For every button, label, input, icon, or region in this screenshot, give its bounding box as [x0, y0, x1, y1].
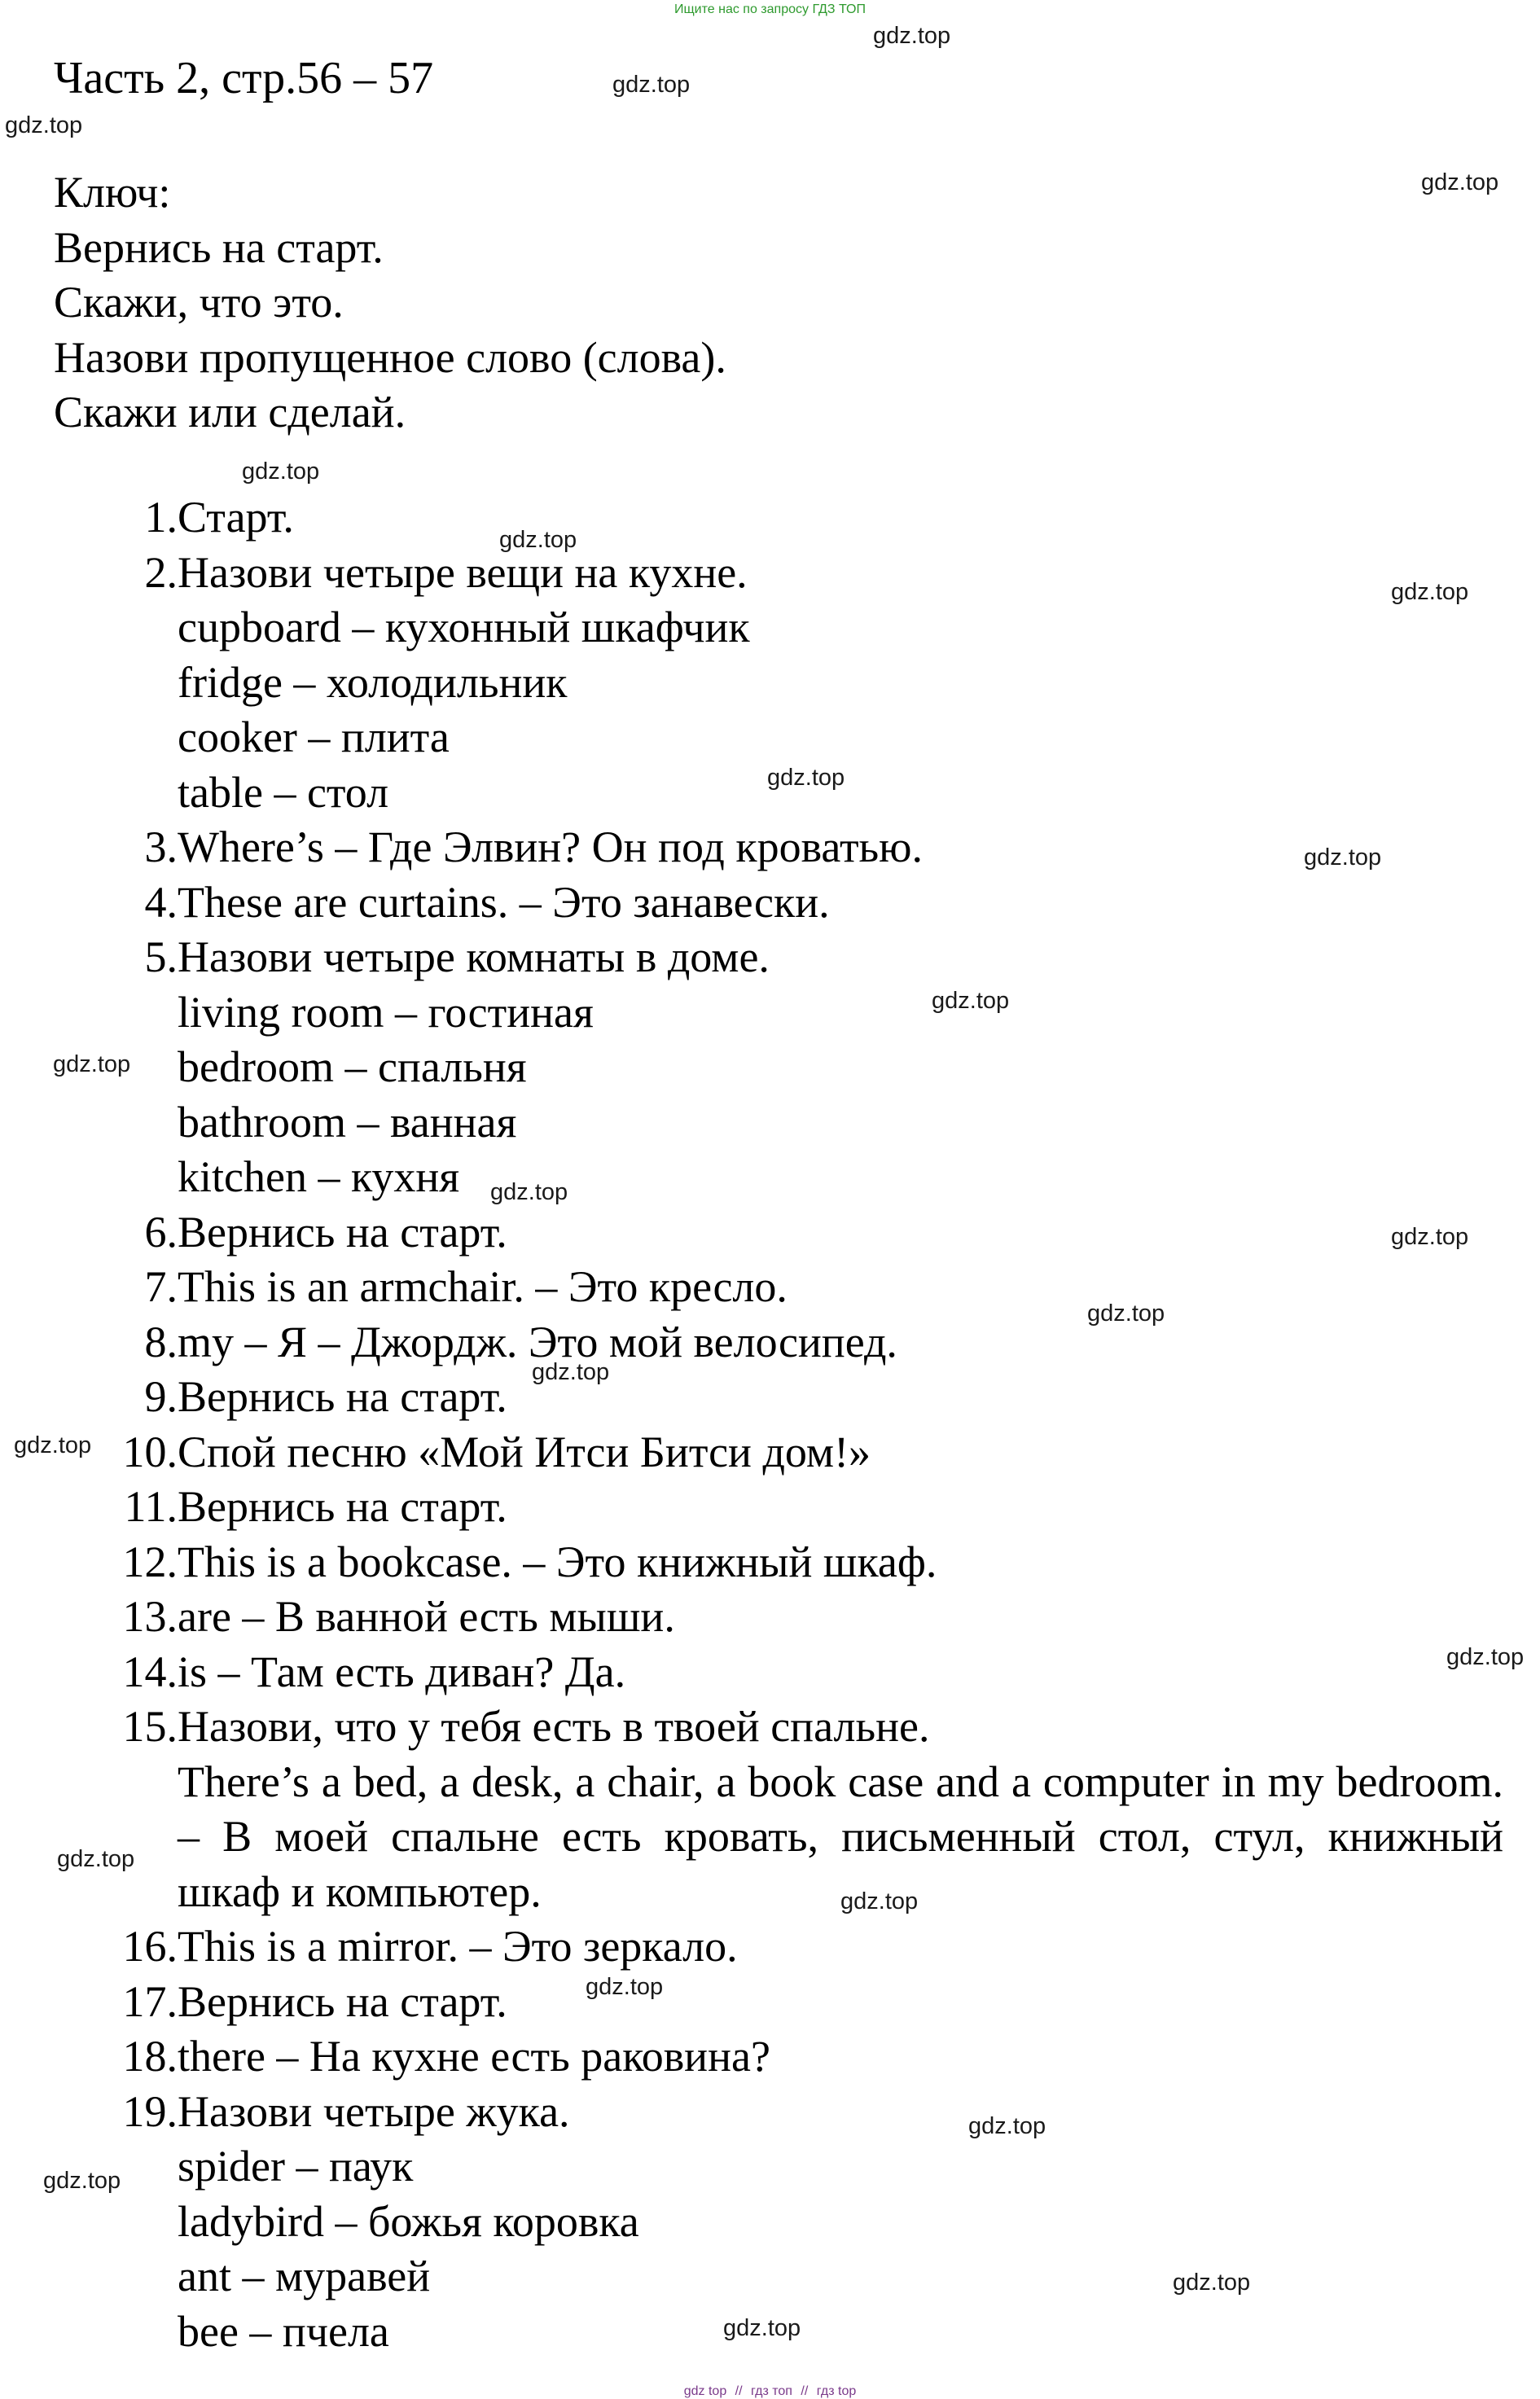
item-line: spider – паук: [178, 2142, 414, 2191]
item-number: 7.: [144, 1262, 178, 1311]
list-item: [115, 1975, 1503, 2030]
item-body: [178, 1975, 1503, 2030]
item-number: 9.: [144, 1372, 178, 1421]
watermark: gdz.top: [767, 765, 845, 791]
list-item: [115, 1480, 1503, 1535]
item-number: 6.: [144, 1207, 178, 1257]
footer-link[interactable]: гдз топ: [751, 2384, 792, 2398]
item-line: fridge – холодильник: [178, 657, 568, 707]
item-line: is – Там есть диван? Да.: [178, 1647, 626, 1696]
item-body: [178, 1260, 1503, 1315]
key-line: Скажи или сделай.: [54, 388, 406, 436]
footer-separator: //: [735, 2384, 743, 2398]
key-line: Назови пропущенное слово (слова).: [54, 332, 726, 382]
item-line: Назови четыре комнаты в доме.: [178, 932, 770, 981]
item-number: 18.: [122, 2032, 178, 2081]
item-line: Вернись на старт.: [178, 1482, 507, 1531]
list-item: [115, 1535, 1503, 1590]
item-line: my – Я – Джордж. Это мой велосипед.: [178, 1317, 897, 1366]
watermark: gdz.top: [532, 1359, 610, 1385]
item-number: 3.: [144, 822, 178, 871]
item-line: table – стол: [178, 767, 389, 817]
watermark: gdz.top: [1446, 1644, 1525, 1670]
item-line: Назови, что у тебя есть в твоей спальне.: [178, 1702, 930, 1751]
item-line: Вернись на старт.: [178, 1207, 507, 1257]
item-line: Старт.: [178, 493, 294, 542]
item-body: [178, 1425, 1503, 1480]
list-item: [115, 1315, 1503, 1371]
key-title: Ключ:: [54, 168, 171, 217]
watermark: gdz.top: [14, 1432, 92, 1458]
item-line: Where’s – Где Элвин? Он под кроватью.: [178, 822, 924, 871]
list-item: [115, 1260, 1503, 1315]
item-number: 2.: [144, 547, 178, 597]
item-line: there – На кухне есть раковина?: [178, 2032, 770, 2081]
list-item: [115, 875, 1503, 931]
item-line: This is a bookcase. – Это книжный шкаф.: [178, 1537, 937, 1586]
item-line: There’s a bed, a desk, a chair, a book case and a computer in my bedroom. – В моей спальне есть кровать, письменный стол, стул, книжный шкаф и компьютер.: [178, 1756, 1503, 1916]
item-number: 15.: [122, 1702, 178, 1751]
footer-separator: //: [801, 2384, 809, 2398]
item-line: living room – гостиная: [178, 987, 594, 1037]
watermark: gdz.top: [723, 2315, 801, 2341]
watermark: gdz.top: [1173, 2270, 1251, 2296]
item-number: 16.: [122, 1922, 178, 1971]
list-item: [115, 1699, 1503, 1919]
footer-links: [0, 2384, 1540, 2399]
watermark: gdz.top: [1421, 169, 1499, 195]
item-number: 1.: [144, 493, 178, 542]
list-item: [115, 820, 1503, 875]
item-line: Вернись на старт.: [178, 1372, 507, 1421]
item-line: bee – пчела: [178, 2306, 389, 2356]
watermark: gdz.top: [490, 1179, 568, 1205]
item-body: [178, 1205, 1503, 1261]
item-body: [178, 875, 1503, 931]
watermark: gdz.top: [840, 1888, 919, 1914]
item-body: [178, 1370, 1503, 1425]
watermark: gdz.top: [586, 1974, 664, 2000]
watermark: gdz.top: [1391, 579, 1469, 605]
item-body: [178, 1315, 1503, 1371]
key-block: [54, 165, 726, 441]
top-banner[interactable]: Ищите нас по запросу ГДЗ ТОП: [674, 2, 866, 16]
list-item: [115, 1370, 1503, 1425]
item-line: This is a mirror. – Это зеркало.: [178, 1922, 738, 1971]
item-line: Назови четыре жука.: [178, 2086, 570, 2136]
watermark: gdz.top: [43, 2168, 121, 2194]
watermark: gdz.top: [57, 1846, 135, 1872]
item-line: Спой песню «Мой Итси Битси дом!»: [178, 1427, 871, 1476]
list-item: [115, 2029, 1503, 2085]
item-line: cupboard – кухонный шкафчик: [178, 603, 750, 651]
item-line: are – В ванной есть мыши.: [178, 1592, 675, 1641]
page-title: Часть 2, стр.56 – 57: [54, 53, 434, 103]
list-item: [115, 490, 1503, 546]
item-line: ant – муравей: [178, 2252, 431, 2300]
watermark: gdz.top: [873, 23, 951, 49]
footer-link[interactable]: гдз top: [816, 2384, 857, 2398]
list-item: [115, 1919, 1503, 1975]
item-line: These are curtains. – Это занавески.: [178, 877, 830, 927]
list-item: [115, 1205, 1503, 1261]
item-body: [178, 1645, 1503, 1700]
item-line: bedroom – спальня: [178, 1042, 527, 1091]
watermark: gdz.top: [1304, 844, 1382, 871]
item-number: 5.: [144, 932, 178, 981]
list-item: [115, 1425, 1503, 1480]
item-number: 11.: [124, 1482, 178, 1531]
item-body: [178, 1480, 1503, 1535]
item-line: This is an armchair. – Это кресло.: [178, 1262, 788, 1311]
watermark: gdz.top: [612, 72, 691, 98]
item-body: [178, 1919, 1503, 1975]
key-line: Скажи, что это.: [54, 278, 344, 327]
list-item: [115, 930, 1503, 1205]
footer-link[interactable]: gdz top: [683, 2384, 727, 2398]
watermark: gdz.top: [1087, 1300, 1165, 1327]
item-line: Вернись на старт.: [178, 1976, 507, 2026]
item-number: 8.: [144, 1317, 178, 1366]
item-number: 10.: [122, 1427, 178, 1476]
item-line: kitchen – кухня: [178, 1152, 460, 1201]
item-number: 4.: [144, 877, 178, 927]
item-line: bathroom – ванная: [178, 1097, 517, 1147]
watermark: gdz.top: [53, 1051, 131, 1077]
item-line: cooker – плита: [178, 713, 450, 761]
item-body: [178, 2029, 1503, 2085]
item-number: 13.: [122, 1592, 178, 1641]
watermark: gdz.top: [932, 988, 1010, 1014]
item-body: [178, 930, 1503, 1205]
item-body: [178, 1699, 1503, 1919]
list-item: [115, 1645, 1503, 1700]
key-line: Вернись на старт.: [54, 222, 384, 272]
item-number: 19.: [122, 2086, 178, 2136]
item-body: [178, 1590, 1503, 1645]
item-body: [178, 2085, 1503, 2360]
list-item: [115, 1590, 1503, 1645]
list-item: [115, 2085, 1503, 2360]
item-number: 17.: [122, 1976, 178, 2026]
watermark: gdz.top: [242, 458, 320, 485]
watermark: gdz.top: [1391, 1224, 1469, 1250]
watermark: gdz.top: [5, 112, 83, 138]
watermark: gdz.top: [968, 2113, 1046, 2139]
item-body: [178, 1535, 1503, 1590]
item-number: 14.: [122, 1647, 178, 1696]
watermark: gdz.top: [499, 527, 577, 553]
item-line: ladybird – божья коровка: [178, 2196, 639, 2246]
item-number: 12.: [122, 1537, 178, 1586]
item-line: Назови четыре вещи на кухне.: [178, 547, 748, 597]
item-body: [178, 490, 1503, 546]
